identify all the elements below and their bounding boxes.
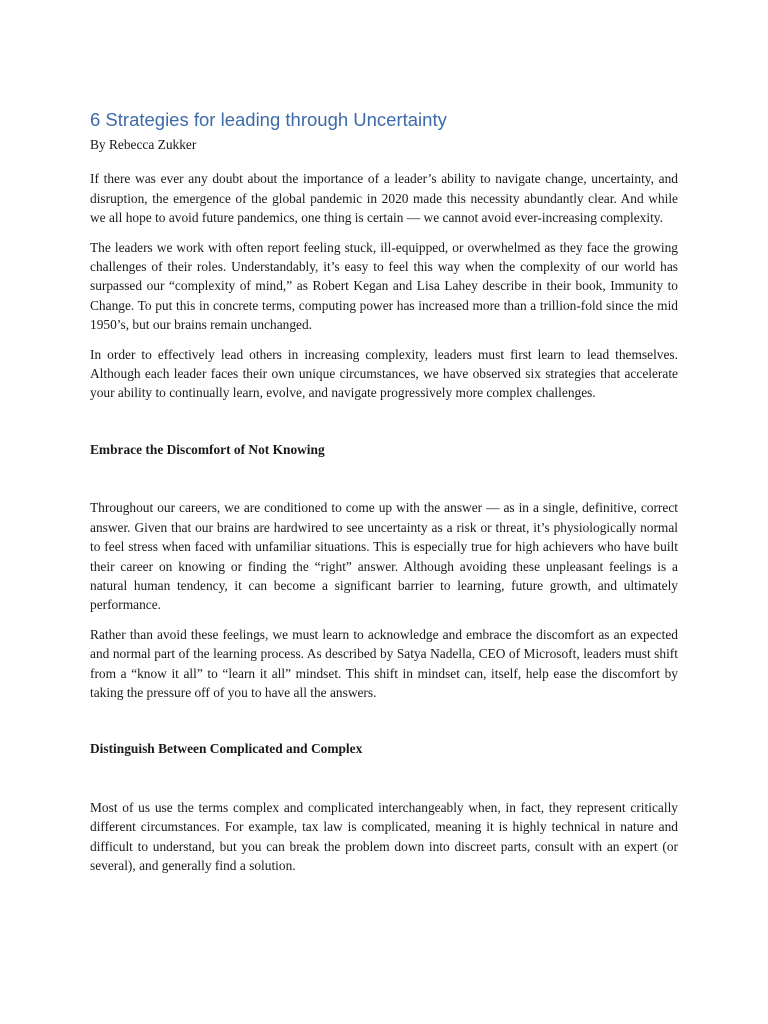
- intro-paragraph-2: The leaders we work with often report feeling stuck, ill-equipped, or overwhelmed as they face the growing challenges of their roles. Understandably, it’s easy to feel this way when the complexity of our world has surpassed our “complexity of mind,” as Robert Kegan and Lisa Lahey describe in their book, Immunity to Change. To put this in concrete terms, computing power has increased more than a trillion-fold since the mid 1950’s, but our brains remain unchanged.: [90, 239, 678, 333]
- spacer: [90, 413, 678, 440]
- spacer: [90, 712, 678, 739]
- section-heading-embrace: Embrace the Discomfort of Not Knowing: [90, 441, 325, 457]
- intro-paragraph-3: In order to effectively lead others in increasing complexity, leaders must first learn to lead themselves. Although each leader faces their own unique circumstances, we have observed six strategies that accelerate your ability to continually learn, evolve, and navigate progressively more complex challenges.: [90, 346, 678, 401]
- section-1-paragraph-1: Throughout our careers, we are conditioned to come up with the answer — as in a single, definitive, correct answer. Given that our brains are hardwired to see uncertainty as a risk or threat, it’s physiologically normal to feel stress when faced with unfamiliar situations. This is especially true for high achievers who have built their career on knowing or finding the “right” answer. Although avoiding these unpleasant feelings is a natural human tendency, it can become a significant barrier to learning, future growth, and ultimately performance.: [90, 500, 678, 613]
- section-1-paragraph-2: Rather than avoid these feelings, we must learn to acknowledge and embrace the discomfort as an expected and normal part of the learning process. As described by Satya Nadella, CEO of Microsoft, leaders must shift from a “know it all” to “learn it all” mindset. This shift in mindset can, itself, help ease the discomfort by taking the pressure off of you to have all the answers.: [90, 626, 678, 700]
- document-title: 6 Strategies for leading through Uncertainty: [90, 109, 447, 130]
- section-2-paragraph-1: Most of us use the terms complex and complicated interchangeably when, in fact, they represent critically different circumstances. For example, tax law is complicated, meaning it is highly technical in nature and difficult to understand, but you can break the problem down into discreet parts, consult with an expert (or several), and generally find a solution.: [90, 799, 678, 873]
- spacer: [90, 759, 678, 798]
- spacer: [90, 459, 678, 498]
- author-byline: By Rebecca Zukker: [90, 137, 197, 152]
- section-heading-distinguish: Distinguish Between Complicated and Complex: [90, 741, 363, 757]
- document-page: [90, 108, 678, 885]
- intro-paragraph-1: If there was ever any doubt about the importance of a leader’s ability to navigate change, uncertainty, and disruption, the emergence of the global pandemic in 2020 made this necessity abundantly clear. And while we all hope to avoid future pandemics, one thing is certain — we cannot avoid ever-increasing complexity.: [90, 171, 678, 226]
